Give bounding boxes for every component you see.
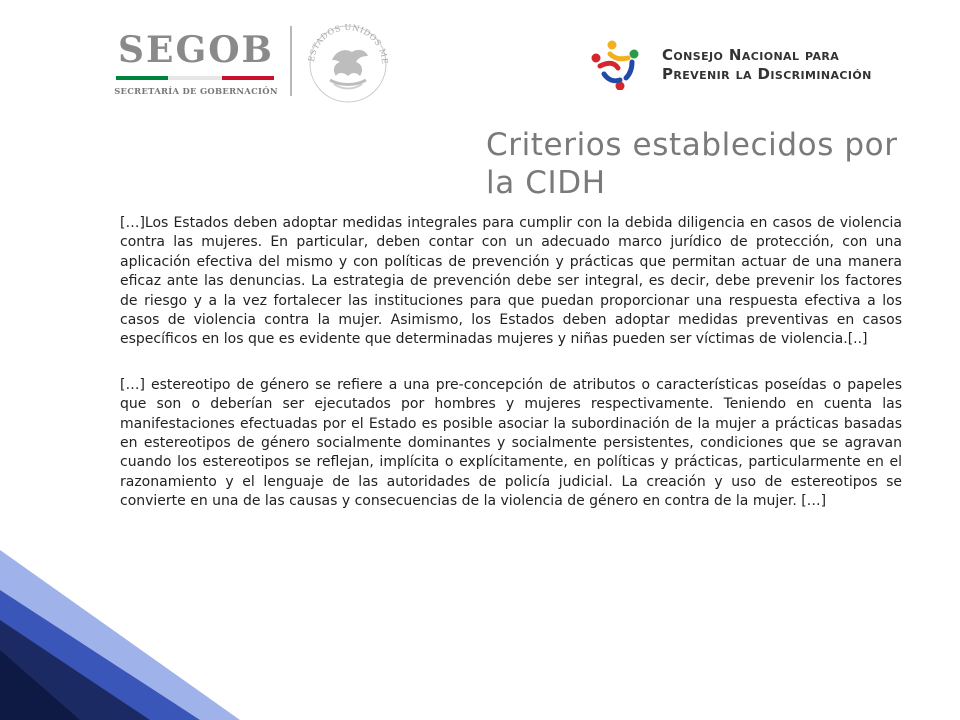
slide-body <box>120 214 902 512</box>
segob-color-bar <box>116 76 274 80</box>
conapred-line-1: Consejo Nacional para <box>662 46 840 64</box>
svg-text:ESTADOS UNIDOS MEXICANOS: ESTADOS UNIDOS ME <box>306 22 390 65</box>
conapred-logo <box>590 40 890 100</box>
decorative-wedges <box>0 530 260 720</box>
conapred-name <box>662 46 892 84</box>
conapred-figures-icon <box>590 40 648 90</box>
logo-divider <box>290 26 292 96</box>
segob-logo <box>112 20 402 100</box>
segob-wordmark: SEGOB <box>118 29 274 71</box>
national-seal-icon <box>302 20 394 104</box>
segob-subtitle: SECRETARÍA DE GOBERNACIÓN <box>114 86 278 96</box>
body-paragraph-2: […] estereotipo de género se refiere a una pre-concepción de atributos o características poseídas o papeles que son o deberían ser ejecutados por hombres y mujeres respectivamente. Teniendo en cuenta las manifestaciones efectuadas por el Estado es posible asociar la subordinación de la mujer a prácticas basadas en estereotipos de género socialmente dominantes y socialmente persistentes, condiciones que se agravan cuando los estereotipos se reflejan, implícita o explícitamente, en políticas y prácticas, particularmente en el razonamiento y el lenguaje de las autoridades de policía judicial. La creación y uso de estereotipos se convierte en una de las causas y consecuencias de la violencia de género en contra de la mujer. […] <box>120 376 902 510</box>
slide-title: Criterios establecidos por la CIDH <box>486 127 898 201</box>
conapred-line-2: Prevenir la Discriminación <box>662 65 872 83</box>
body-paragraph-1: […]Los Estados deben adoptar medidas integrales para cumplir con la debida diligencia en casos de violencia contra las mujeres. En particular, deben contar con un adecuado marco jurídico de protección, con una aplicación efectiva del mismo y con políticas de prevención y prácticas que permitan actuar de una manera eficaz ante las denuncias. La estrategia de prevención debe ser integral, es decir, debe prevenir los factores de riesgo y a la vez fortalecer las instituciones para que puedan proporcionar una respuesta efectiva a los casos de violencia contra la mujer. Asimismo, los Estados deben adoptar medidas preventivas en casos específicos en los que es evidente que determinadas mujeres y niñas pueden ser víctimas de violencia.[..] <box>120 215 902 348</box>
